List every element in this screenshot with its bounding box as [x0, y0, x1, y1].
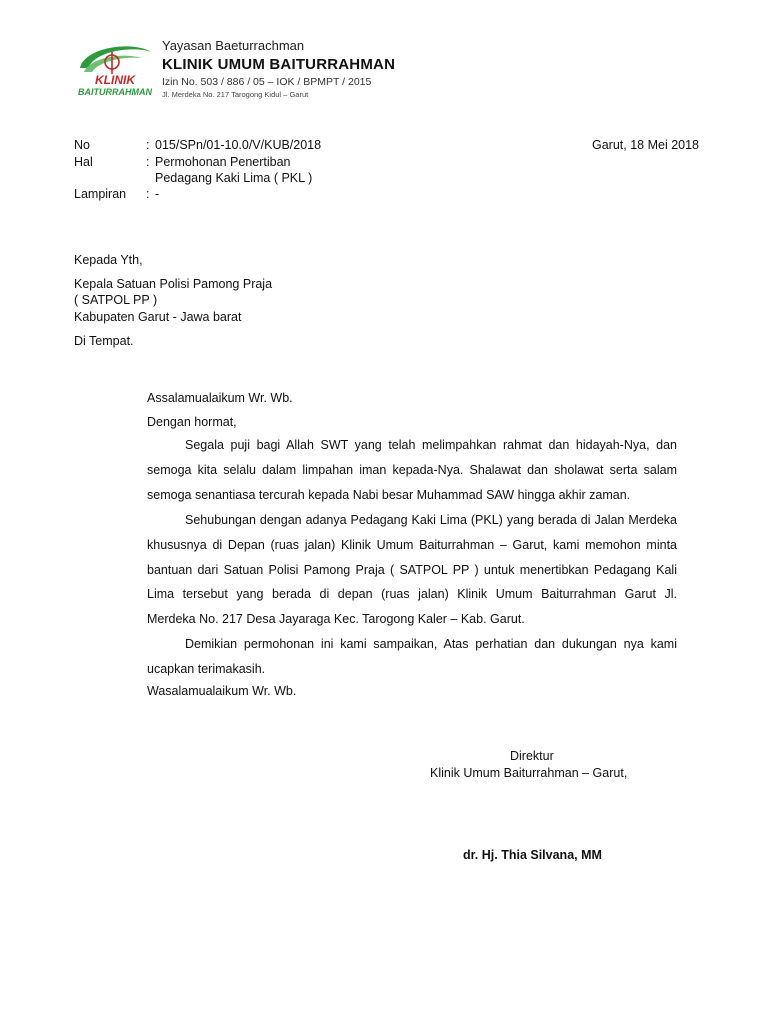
subject-line-2: Pedagang Kaki Lima ( PKL ) [155, 171, 313, 185]
paragraph-line: Segala puji bagi Allah SWT yang telah melimpahkan rahmat dan hidayah-Nya, dan [185, 438, 677, 452]
meta-colon: : [146, 187, 150, 201]
paragraph-line: semoga senantiasa tercurah kepada Nabi besar Muhammad SAW hingga akhir zaman. [147, 487, 631, 502]
meta-attachment-label: Lampiran [74, 187, 127, 201]
attachment-value: - [155, 187, 160, 201]
recipient-line-3: Kabupaten Garut - Jawa barat [74, 310, 242, 324]
letterhead [162, 38, 395, 99]
recipient-line-1: Kepala Satuan Polisi Pamong Praja [74, 277, 273, 291]
closing-greeting: Wasalamualaikum Wr. Wb. [147, 684, 297, 698]
subject-line-1: Permohonan Penertiban [155, 155, 291, 169]
paragraph-line: khususnya di Depan (ruas jalan) Klinik Umum Baiturrahman – Garut, kami memohon minta [147, 537, 677, 552]
logo-text-line2: BAITURRAHMAN [78, 87, 152, 97]
paragraph-1 [147, 433, 677, 507]
meta-number-label: No [74, 138, 90, 152]
recipient-salutation: Kepada Yth, [74, 253, 143, 267]
foundation-name: Yayasan Baeturrachman [162, 38, 305, 53]
meta-colon: : [146, 138, 150, 152]
letter-date: Garut, 18 Mei 2018 [592, 138, 700, 152]
paragraph-line: Demikian permohonan ini kami sampaikan, Atas perhatian dan dukungan nya kami [185, 637, 677, 651]
paragraph-line: Sehubungan dengan adanya Pedagang Kaki Lima (PKL) yang berada di Jalan Merdeka [185, 513, 677, 527]
paragraph-line: Merdeka No. 217 Desa Jayaraga Kec. Tarogong Kaler – Kab. Garut. [147, 612, 525, 627]
meta-colon: : [146, 155, 150, 169]
salutation: Dengan hormat, [147, 415, 237, 429]
clinic-name: KLINIK UMUM BAITURRAHMAN [162, 55, 396, 73]
paragraph-line: semoga kita selalu dalam limpahan iman kepada-Nya. Shalawat dan sholawat serta salam [147, 462, 677, 477]
opening-greeting: Assalamualaikum Wr. Wb. [147, 391, 293, 405]
letter-number: 015/SPn/01-10.0/V/KUB/2018 [155, 138, 322, 152]
logo-text-line1: KLINIK [95, 73, 135, 87]
signature-org: Klinik Umum Baiturrahman – Garut, [430, 766, 628, 780]
paragraph-3 [147, 632, 677, 682]
clinic-address: Jl. Merdeka No. 217 Tarogong Kidul – Garut [162, 90, 309, 100]
signature-title: Direktur [510, 749, 554, 763]
permit-number: Izin No. 503 / 886 / 05 – IOK / BPMPT / 2015 [162, 75, 372, 88]
meta-subject-label: Hal [74, 155, 93, 169]
paragraph-line: Lima tersebut yang berada di depan (ruas jalan) Klinik Umum Baiturrahman Garut Jl. [147, 587, 677, 602]
clinic-logo-icon [72, 38, 158, 100]
recipient-place: Di Tempat. [74, 334, 134, 348]
recipient-line-2: ( SATPOL PP ) [74, 293, 158, 307]
paragraph-line: bantuan dari Satuan Polisi Pamong Praja ( SATPOL PP ) untuk menertibkan Pedagang Kali [147, 562, 677, 577]
paragraph-2 [147, 508, 677, 632]
signatory-name: dr. Hj. Thia Silvana, MM [463, 848, 602, 862]
paragraph-line: ucapkan terimakasih. [147, 661, 266, 676]
clinic-logo [72, 38, 158, 100]
